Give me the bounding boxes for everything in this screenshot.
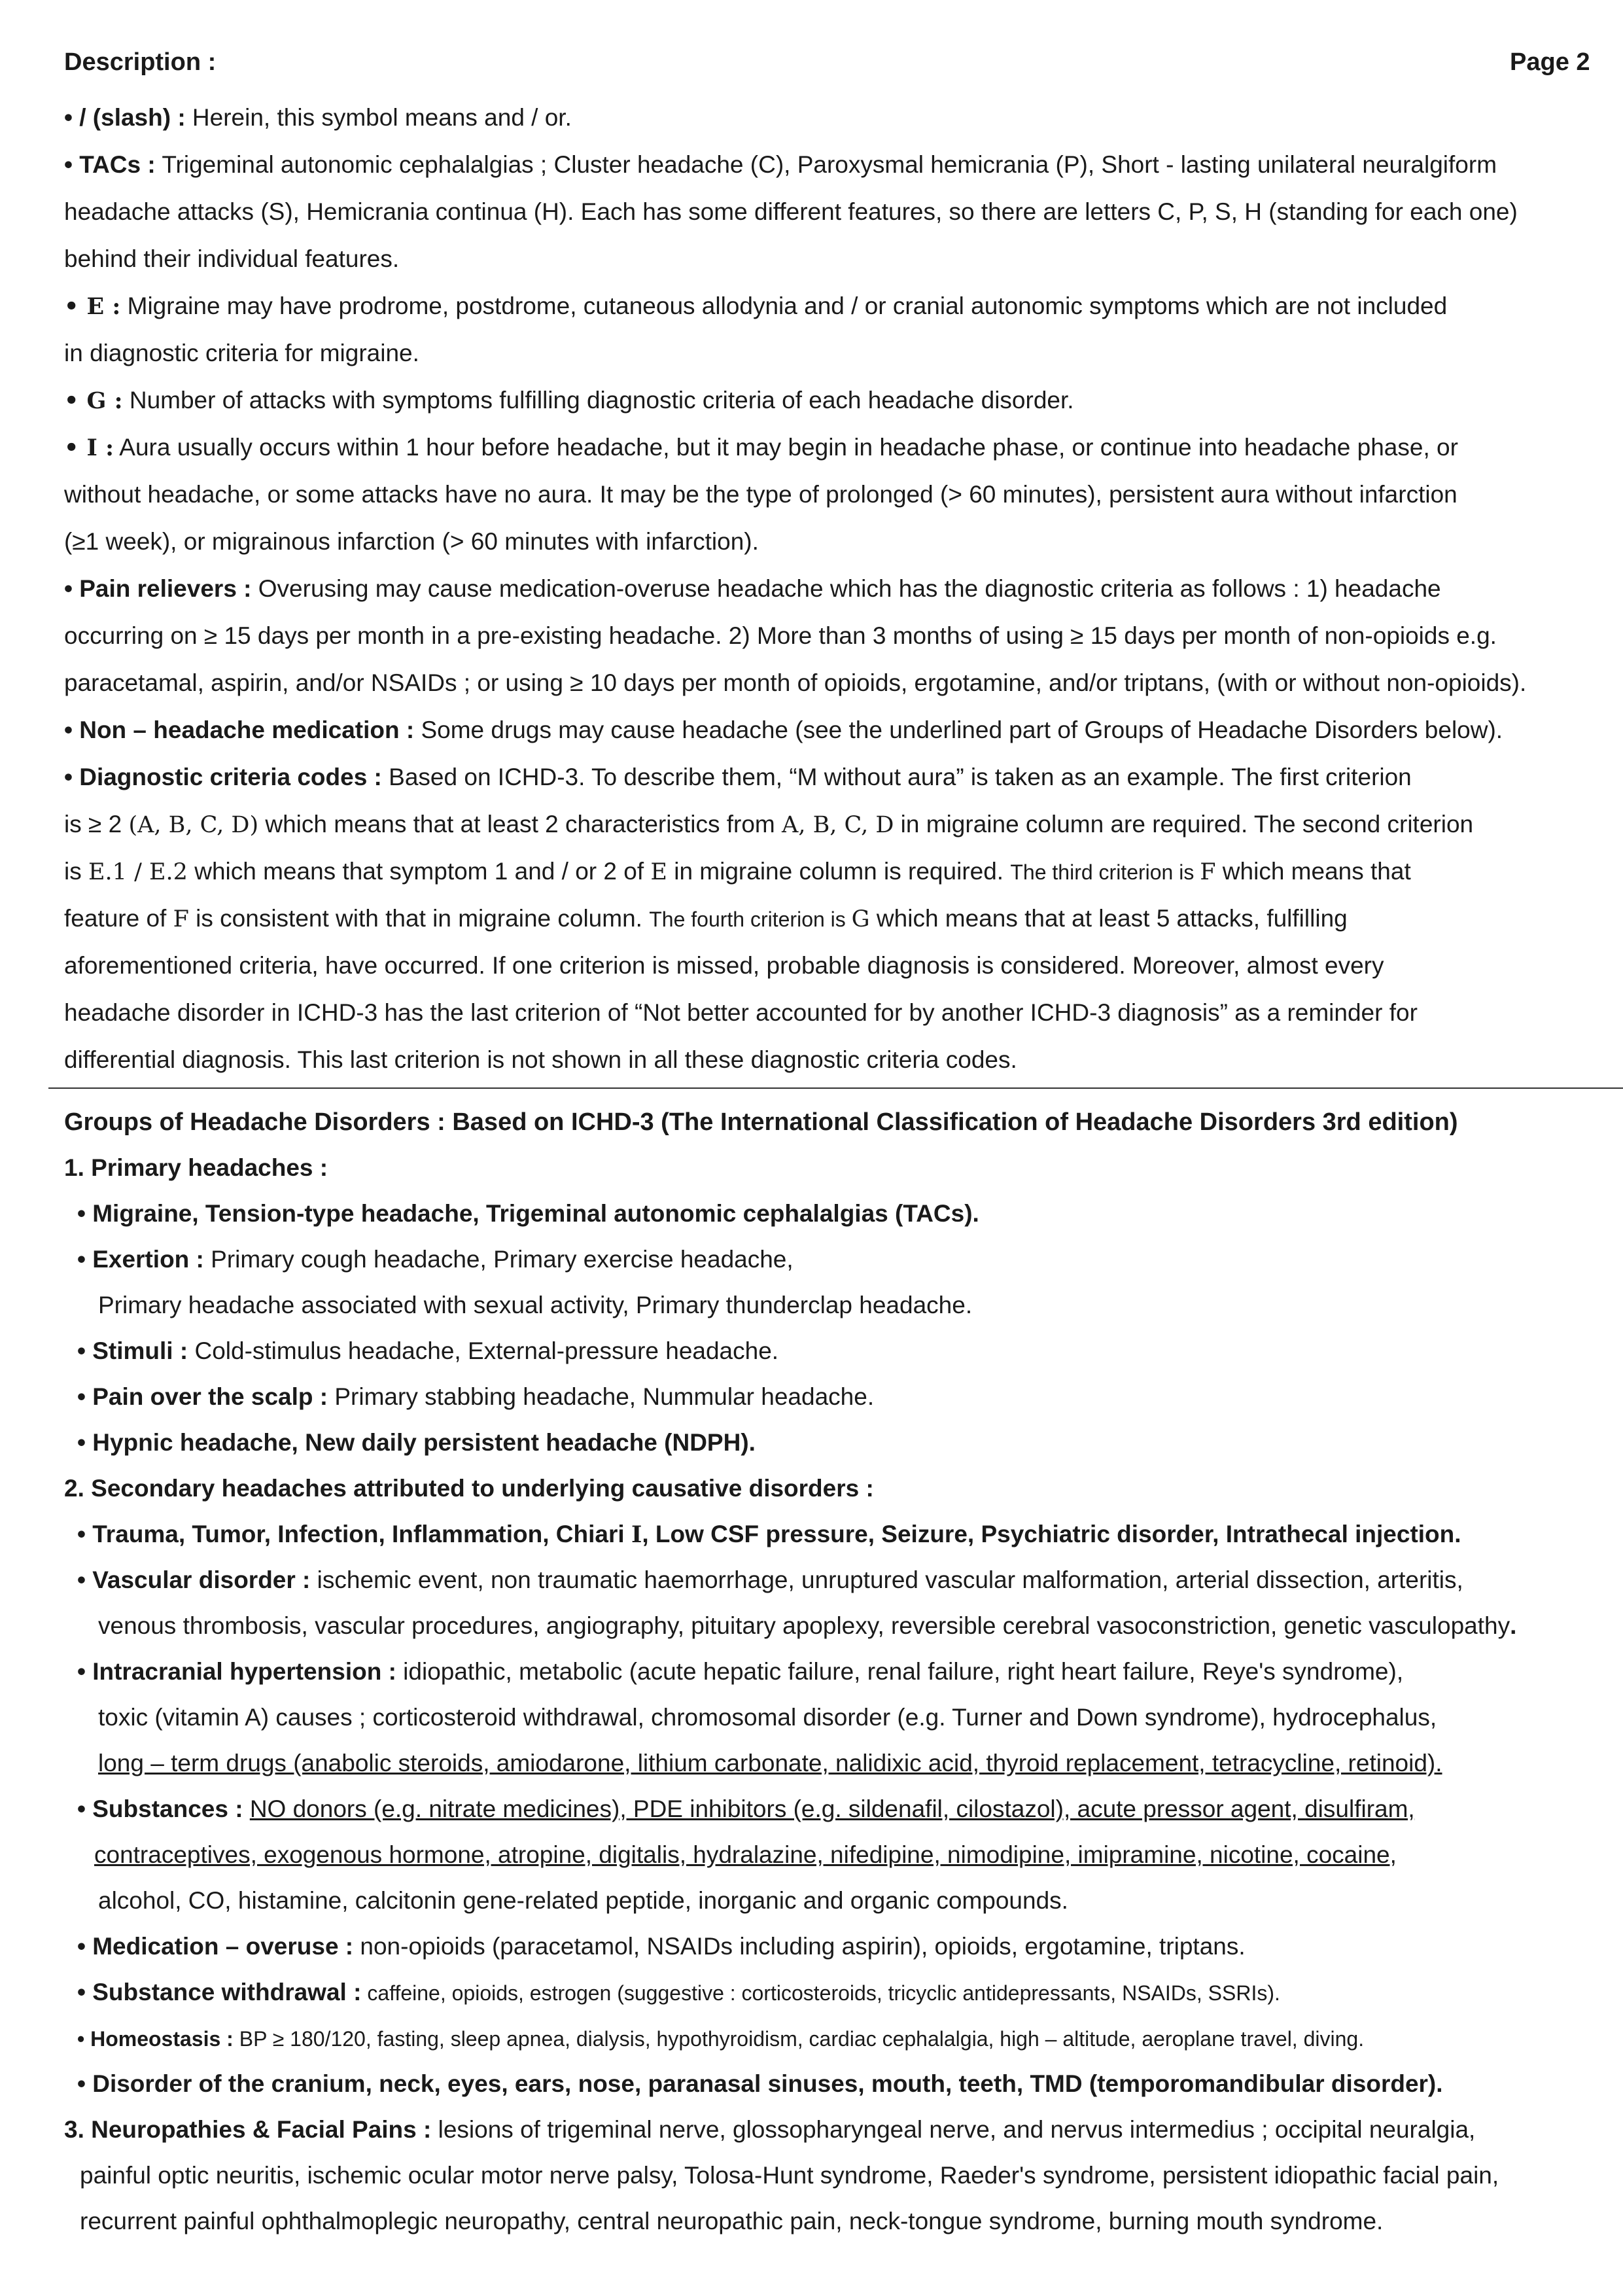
secondary-ich-item: • Intracranial hypertension : idiopathic, metabolic (acute hepatic failure, renal failure, right heart failure, Reye's syndrome), <box>77 1658 1404 1685</box>
secondary-trauma-item: • Trauma, Tumor, Infection, Inflammation, Chiari I, Low CSF pressure, Seizure, Psychiatric disorder, Intrathecal injection. <box>77 1521 1461 1548</box>
page-number: Page 2 <box>1510 48 1590 76</box>
secondary-substances-line: contraceptives, exogenous hormone, atropine, digitalis, hydralazine, nifedipine, nimodipine, imipramine, nicotine, cocaine, <box>94 1841 1397 1868</box>
diagnostic-codes-line: headache disorder in ICHD-3 has the last criterion of “Not better accounted for by another ICHD-3 diagnosis” as a reminder for <box>64 999 1418 1026</box>
primary-exertion-line: Primary headache associated with sexual activity, Primary thunderclap headache. <box>98 1292 973 1318</box>
page-header <box>64 48 1623 88</box>
pain-relievers-entry: • Pain relievers : Overusing may cause medication-overuse headache which has the diagnostic criteria as follows : 1) headache <box>64 575 1441 602</box>
secondary-ich-drugs-line: long – term drugs (anabolic steroids, amiodarone, lithium carbonate, nalidixic acid, thyroid replacement, tetracycline, retinoid). <box>98 1750 1442 1776</box>
primary-migraine-item: • Migraine, Tension-type headache, Trigeminal autonomic cephalalgias (TACs). <box>77 1200 979 1227</box>
i-entry-line: (≥1 week), or migrainous infarction (> 60 minutes with infarction). <box>64 528 759 555</box>
e-entry: • E : Migraine may have prodrome, postdrome, cutaneous allodynia and / or cranial autonomic symptoms which are not included <box>64 292 1448 320</box>
secondary-substances-item: • Substances : NO donors (e.g. nitrate medicines), PDE inhibitors (e.g. sildenafil, cilostazol), acute pressor agent, disulfiram, <box>77 1795 1415 1822</box>
tacs-entry-line: behind their individual features. <box>64 245 400 272</box>
diagnostic-codes-line: is ≥ 2 (A, B, C, D) which means that at least 2 characteristics from A, B, C, D in migraine column are required. The second criterion <box>64 811 1474 838</box>
neuropathies-line: painful optic neuritis, ischemic ocular motor nerve palsy, Tolosa-Hunt syndrome, Raeder's syndrome, persistent idiopathic facial pain, <box>80 2162 1499 2189</box>
slash-entry: • / (slash) : Herein, this symbol means and / or. <box>64 104 572 131</box>
section-divider <box>48 1087 1623 1089</box>
neuropathies-line: recurrent painful ophthalmoplegic neuropathy, central neuropathic pain, neck-tongue syndrome, burning mouth syndrome. <box>80 2208 1384 2234</box>
tacs-entry: • TACs : Trigeminal autonomic cephalalgias ; Cluster headache (C), Paroxysmal hemicrania (P), Short - lasting unilateral neuralgiform <box>64 151 1497 178</box>
neuropathies-entry: 3. Neuropathies & Facial Pains : lesions of trigeminal nerve, glossopharyngeal nerve, and nervus intermedius ; occipital neuralgia, <box>64 2116 1476 2143</box>
secondary-vascular-item: • Vascular disorder : ischemic event, non traumatic haemorrhage, unruptured vascular malformation, arterial dissection, arteritis, <box>77 1566 1463 1593</box>
non-headache-medication-entry: • Non – headache medication : Some drugs may cause headache (see the underlined part of Groups of Headache Disorders below). <box>64 716 1503 743</box>
groups-title: Groups of Headache Disorders : Based on ICHD-3 (The International Classification of Headache Disorders 3rd edition) <box>64 1108 1458 1136</box>
secondary-cranium-item: • Disorder of the cranium, neck, eyes, ears, nose, paranasal sinuses, mouth, teeth, TMD (temporomandibular disorder). <box>77 2070 1443 2097</box>
pain-relievers-line: occurring on ≥ 15 days per month in a pre-existing headache. 2) More than 3 months of using ≥ 15 days per month of non-opioids e.g. <box>64 622 1497 649</box>
i-entry-line: without headache, or some attacks have no aura. It may be the type of prolonged (> 60 minutes), persistent aura without infarction <box>64 481 1457 508</box>
secondary-withdrawal-item: • Substance withdrawal : caffeine, opioids, estrogen (suggestive : corticosteroids, tricyclic antidepressants, NSAIDs, SSRIs). <box>77 1979 1280 2005</box>
secondary-headaches-heading: 2. Secondary headaches attributed to underlying causative disorders : <box>64 1475 874 1502</box>
secondary-ich-line: toxic (vitamin A) causes ; corticosteroid withdrawal, chromosomal disorder (e.g. Turner and Down syndrome), hydrocephalus, <box>98 1704 1437 1731</box>
secondary-substances-line: alcohol, CO, histamine, calcitonin gene-related peptide, inorganic and organic compounds. <box>98 1887 1068 1914</box>
secondary-homeostasis-item: • Homeostasis : BP ≥ 180/120, fasting, sleep apnea, dialysis, hypothyroidism, cardiac cephalalgia, high – altitude, aeroplane travel, diving. <box>77 2027 1365 2051</box>
primary-hypnic-item: • Hypnic headache, New daily persistent headache (NDPH). <box>77 1429 756 1456</box>
description-title: Description : <box>64 48 217 76</box>
g-entry: • G : Number of attacks with symptoms fulfilling diagnostic criteria of each headache disorder. <box>64 387 1074 414</box>
diagnostic-codes-entry: • Diagnostic criteria codes : Based on ICHD-3. To describe them, “M without aura” is taken as an example. The first criterion <box>64 764 1412 790</box>
diagnostic-codes-line: is E.1 / E.2 which means that symptom 1 and / or 2 of E in migraine column is required. The third criterion is F which means that <box>64 858 1411 885</box>
pain-relievers-line: paracetamal, aspirin, and/or NSAIDs ; or using ≥ 10 days per month of opioids, ergotamine, and/or triptans, (with or without non-opioids). <box>64 669 1527 696</box>
diagnostic-codes-line: feature of F is consistent with that in migraine column. The fourth criterion is G which means that at least 5 attacks, fulfilling <box>64 905 1348 932</box>
primary-stimuli-item: • Stimuli : Cold-stimulus headache, External-pressure headache. <box>77 1337 779 1364</box>
description-section <box>64 94 1614 1084</box>
diagnostic-codes-line: aforementioned criteria, have occurred. If one criterion is missed, probable diagnosis is considered. Moreover, almost every <box>64 952 1384 979</box>
i-entry: • I : Aura usually occurs within 1 hour before headache, but it may begin in headache phase, or continue into headache phase, or <box>64 434 1458 461</box>
secondary-vascular-line: venous thrombosis, vascular procedures, angiography, pituitary apoplexy, reversible cerebral vasoconstriction, genetic vasculopathy. <box>98 1612 1517 1639</box>
groups-section <box>64 1099 1614 2244</box>
primary-scalp-item: • Pain over the scalp : Primary stabbing headache, Nummular headache. <box>77 1383 875 1410</box>
primary-headaches-heading: 1. Primary headaches : <box>64 1154 328 1181</box>
secondary-overuse-item: • Medication – overuse : non-opioids (paracetamol, NSAIDs including aspirin), opioids, ergotamine, triptans. <box>77 1933 1246 1960</box>
e-entry-line: in diagnostic criteria for migraine. <box>64 340 419 366</box>
diagnostic-codes-line: differential diagnosis. This last criterion is not shown in all these diagnostic criteria codes. <box>64 1046 1017 1073</box>
tacs-entry-line: headache attacks (S), Hemicrania continua (H). Each has some different features, so there are letters C, P, S, H (standing for each one) <box>64 198 1518 225</box>
primary-exertion-item: • Exertion : Primary cough headache, Primary exercise headache, <box>77 1246 794 1273</box>
